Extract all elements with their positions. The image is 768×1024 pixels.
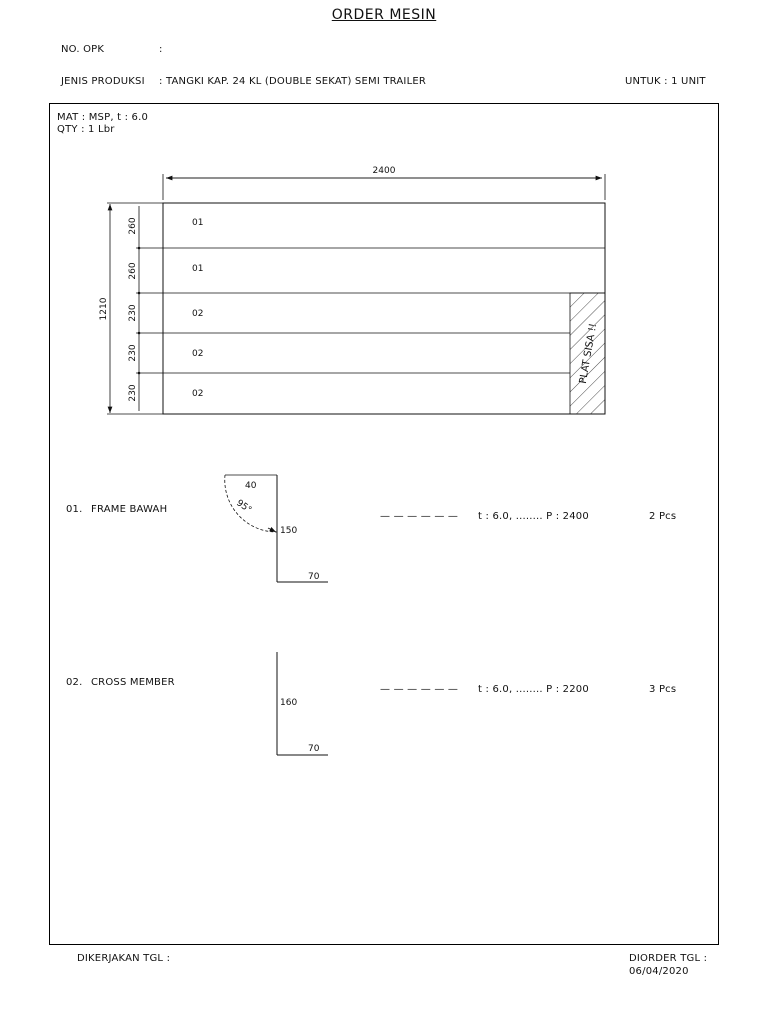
jenis-produksi-value: : TANGKI KAP. 24 KL (DOUBLE SEKAT) SEMI TRAILER bbox=[159, 76, 427, 87]
flange-dimension: 70 bbox=[308, 744, 320, 754]
web-dimension: 150 bbox=[280, 526, 298, 536]
row-label: 02 bbox=[192, 389, 204, 399]
remainder-label: PLAT SISA !! bbox=[577, 322, 600, 385]
web-dimension: 160 bbox=[280, 698, 298, 708]
no-opk-separator: : bbox=[159, 44, 163, 55]
part-number: 01. bbox=[66, 504, 83, 515]
part-name: CROSS MEMBER bbox=[91, 677, 175, 688]
row-label: 02 bbox=[192, 309, 204, 319]
lip-dimension: 40 bbox=[245, 481, 257, 491]
row-label: 01 bbox=[192, 264, 204, 274]
dikerjakan-label: DIKERJAKAN TGL : bbox=[77, 953, 171, 964]
part-qty: 3 Pcs bbox=[649, 684, 677, 695]
total-height-value: 1210 bbox=[99, 297, 109, 321]
plate-layout bbox=[163, 203, 605, 414]
no-opk-label: NO. OPK bbox=[61, 44, 105, 55]
row-label: 02 bbox=[192, 349, 204, 359]
row-height: 230 bbox=[128, 304, 138, 322]
total-height-dimension bbox=[99, 204, 110, 413]
part-qty: 2 Pcs bbox=[649, 511, 677, 522]
material-spec: MAT : MSP, t : 6.0 bbox=[57, 112, 149, 123]
part-leader: — — — — — — bbox=[380, 684, 459, 695]
row-height: 230 bbox=[128, 344, 138, 362]
width-value: 2400 bbox=[372, 166, 396, 176]
width-dimension bbox=[163, 166, 605, 200]
row-height: 260 bbox=[128, 262, 138, 280]
flange-dimension: 70 bbox=[308, 572, 320, 582]
jenis-produksi-label: JENIS PRODUKSI bbox=[61, 76, 145, 87]
frame-bawah-profile bbox=[225, 475, 328, 582]
row-label: 01 bbox=[192, 218, 204, 228]
row-height: 230 bbox=[128, 384, 138, 402]
part-spec: t : 6.0, ........ P : 2400 bbox=[478, 511, 589, 522]
part-name: FRAME BAWAH bbox=[91, 504, 168, 515]
part-spec: t : 6.0, ........ P : 2200 bbox=[478, 684, 589, 695]
angle-dimension: 95° bbox=[234, 498, 254, 516]
part-leader: — — — — — — bbox=[380, 511, 459, 522]
diorder-label: DIORDER TGL : bbox=[629, 953, 708, 964]
material-qty: QTY : 1 Lbr bbox=[57, 124, 115, 135]
part-number: 02. bbox=[66, 677, 83, 688]
diorder-date: 06/04/2020 bbox=[629, 966, 689, 977]
row-dimensions bbox=[107, 203, 163, 414]
page-title: ORDER MESIN bbox=[331, 7, 437, 23]
untuk-unit: UNTUK : 1 UNIT bbox=[625, 76, 706, 87]
row-height: 260 bbox=[128, 217, 138, 235]
cross-member-profile bbox=[277, 652, 328, 755]
